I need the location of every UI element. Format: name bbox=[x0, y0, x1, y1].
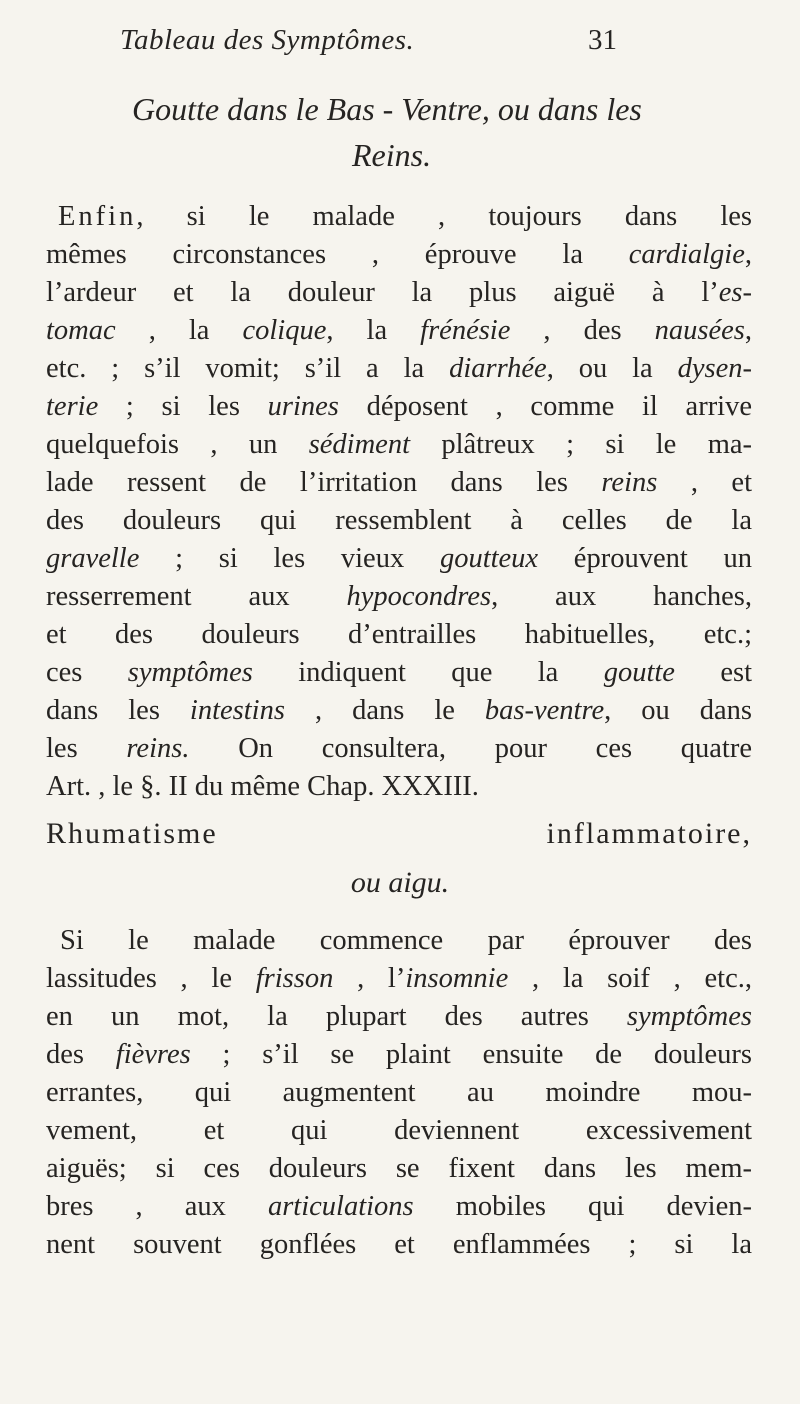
paragraph-line: les reins. On consultera, pour ces quatre bbox=[46, 733, 752, 764]
section-heading-rhumatisme: Rhumatisme inflammatoire, bbox=[46, 817, 752, 850]
paragraph-line: ces symptômes indiquent que la goutte est bbox=[46, 657, 753, 688]
paragraph-line: errantes, qui augmentent au moindre mou- bbox=[46, 1077, 752, 1108]
paragraph-line: l’ardeur et la douleur la plus aiguë à l’es- bbox=[46, 277, 752, 308]
paragraph-line: et des douleurs d’entrailles habituelles, etc.; bbox=[46, 619, 752, 650]
paragraph-line: terie ; si les urines déposent , comme il arrive bbox=[46, 391, 753, 422]
running-title: Tableau des Symptômes. bbox=[120, 24, 415, 56]
section-heading-goutte-line2: Reins. bbox=[352, 137, 432, 173]
paragraph-line: dans les intestins , dans le bas-ventre, ou dans bbox=[46, 695, 752, 726]
paragraph-line: mêmes circonstances , éprouve la cardialgie, bbox=[46, 239, 752, 270]
paragraph-line: resserrement aux hypocondres, aux hanches, bbox=[46, 581, 752, 612]
paragraph-line: lassitudes , le frisson , l’insomnie , la soif , etc., bbox=[46, 963, 752, 994]
paragraph-line: quelquefois , un sédiment plâtreux ; si le ma- bbox=[46, 429, 752, 460]
section-heading-goutte: Goutte dans le Bas - Ventre, ou dans les bbox=[132, 91, 642, 127]
paragraph-line: tomac , la colique, la frénésie , des nausées, bbox=[46, 315, 752, 346]
paragraph-line: lade ressent de l’irritation dans les reins , et bbox=[46, 467, 752, 498]
paragraph-line: bres , aux articulations mobiles qui devien- bbox=[46, 1191, 752, 1222]
page-number: 31 bbox=[588, 24, 617, 56]
paragraph-line: en un mot, la plupart des autres symptômes bbox=[46, 1001, 752, 1032]
paragraph-line: Enfin, si le malade , toujours dans les bbox=[58, 201, 752, 232]
paragraph-line: Art. , le §. II du même Chap. XXXIII. bbox=[46, 771, 479, 802]
running-head bbox=[0, 18, 800, 62]
paragraph-line: des douleurs qui ressemblent à celles de la bbox=[46, 505, 752, 536]
paragraph-line: etc. ; s’il vomit; s’il a la diarrhée, ou la dysen- bbox=[46, 353, 752, 384]
paragraph-line: vement, et qui deviennent excessivement bbox=[46, 1115, 752, 1146]
paragraph-line: aiguës; si ces douleurs se fixent dans les mem- bbox=[46, 1153, 752, 1184]
section-subheading: ou aigu. bbox=[350, 866, 450, 899]
paragraph-line: nent souvent gonflées et enflammées ; si la bbox=[46, 1229, 752, 1260]
paragraph-line: Si le malade commence par éprouver des bbox=[60, 925, 752, 956]
paragraph-line: des fièvres ; s’il se plaint ensuite de douleurs bbox=[46, 1039, 752, 1070]
paragraph-line: gravelle ; si les vieux goutteux éprouvent un bbox=[46, 543, 752, 574]
